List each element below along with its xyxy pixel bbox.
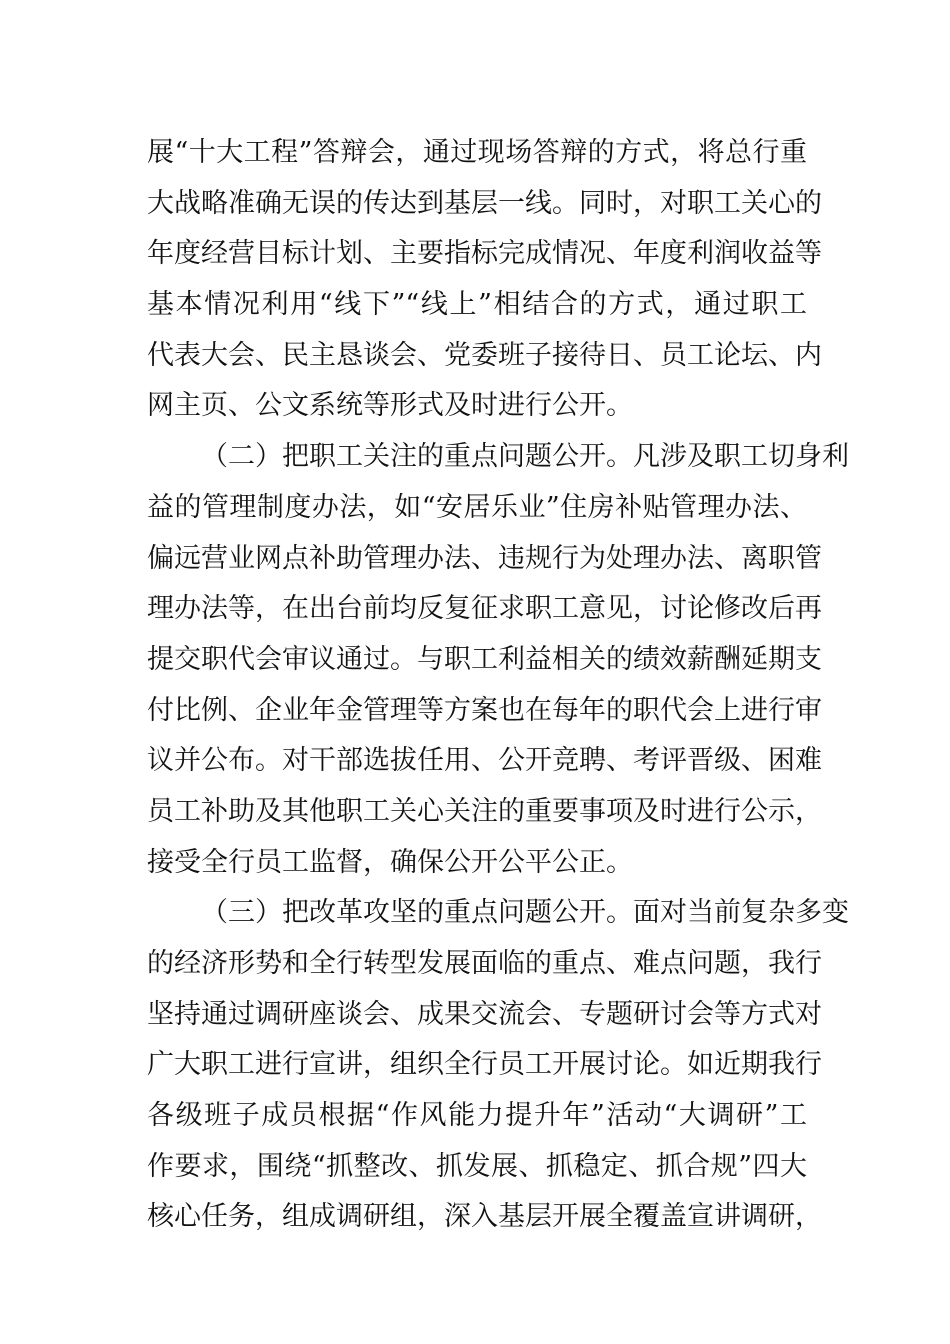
text-line: 年度经营目标计划、主要指标完成情况、年度利润收益等 (147, 238, 822, 270)
text-line: 提交职代会审议通过。与职工利益相关的绩效薪酬延期支 (147, 643, 822, 675)
text-line: 付比例、企业年金管理等方案也在每年的职代会上进行审 (147, 694, 822, 726)
text-line: 作要求，围绕“抓整改、抓发展、抓稳定、抓合规”四大 (147, 1150, 807, 1182)
text-line: 大战略准确无误的传达到基层一线。同时，对职工关心的 (147, 187, 822, 219)
text-line: 代表大会、民主恳谈会、党委班子接待日、员工论坛、内 (147, 339, 822, 371)
paragraph-start-line: （三）把改革攻坚的重点问题公开。面对当前复杂多变 (201, 897, 849, 929)
text-line: 各级班子成员根据“作风能力提升年”活动“大调研”工 (147, 1100, 807, 1132)
text-line: 的经济形势和全行转型发展面临的重点、难点问题，我行 (147, 948, 822, 979)
text-line: 广大职工进行宣讲，组织全行员工开展讨论。如近期我行 (147, 1049, 822, 1081)
text-line: 核心任务，组成调研组，深入基层开展全覆盖宣讲调研， (147, 1201, 822, 1233)
text-line: 偏远营业网点补助管理办法、违规行为处理办法、离职管 (147, 542, 822, 574)
paragraph-start-line: （二）把职工关注的重点问题公开。凡涉及职工切身利 (201, 441, 849, 473)
text-line: 网主页、公文系统等形式及时进行公开。 (147, 390, 633, 422)
text-line: 理办法等，在出台前均反复征求职工意见，讨论修改后再 (147, 593, 822, 625)
text-line: 议并公布。对干部选拔任用、公开竞聘、考评晋级、困难 (147, 745, 822, 777)
text-line: 坚持通过调研座谈会、成果交流会、专题研讨会等方式对 (147, 998, 822, 1030)
text-line: 接受全行员工监督，确保公开公平公正。 (147, 846, 633, 878)
text-line: 益的管理制度办法，如“安居乐业”住房补贴管理办法、 (147, 491, 807, 523)
text-line: 员工补助及其他职工关心关注的重要事项及时进行公示， (147, 795, 822, 827)
text-line: 展“十大工程”答辩会，通过现场答辩的方式，将总行重 (147, 137, 807, 168)
text-line: 基本情况利用“线下”“线上”相结合的方式，通过职工 (147, 289, 807, 321)
body-text (147, 128, 849, 1243)
